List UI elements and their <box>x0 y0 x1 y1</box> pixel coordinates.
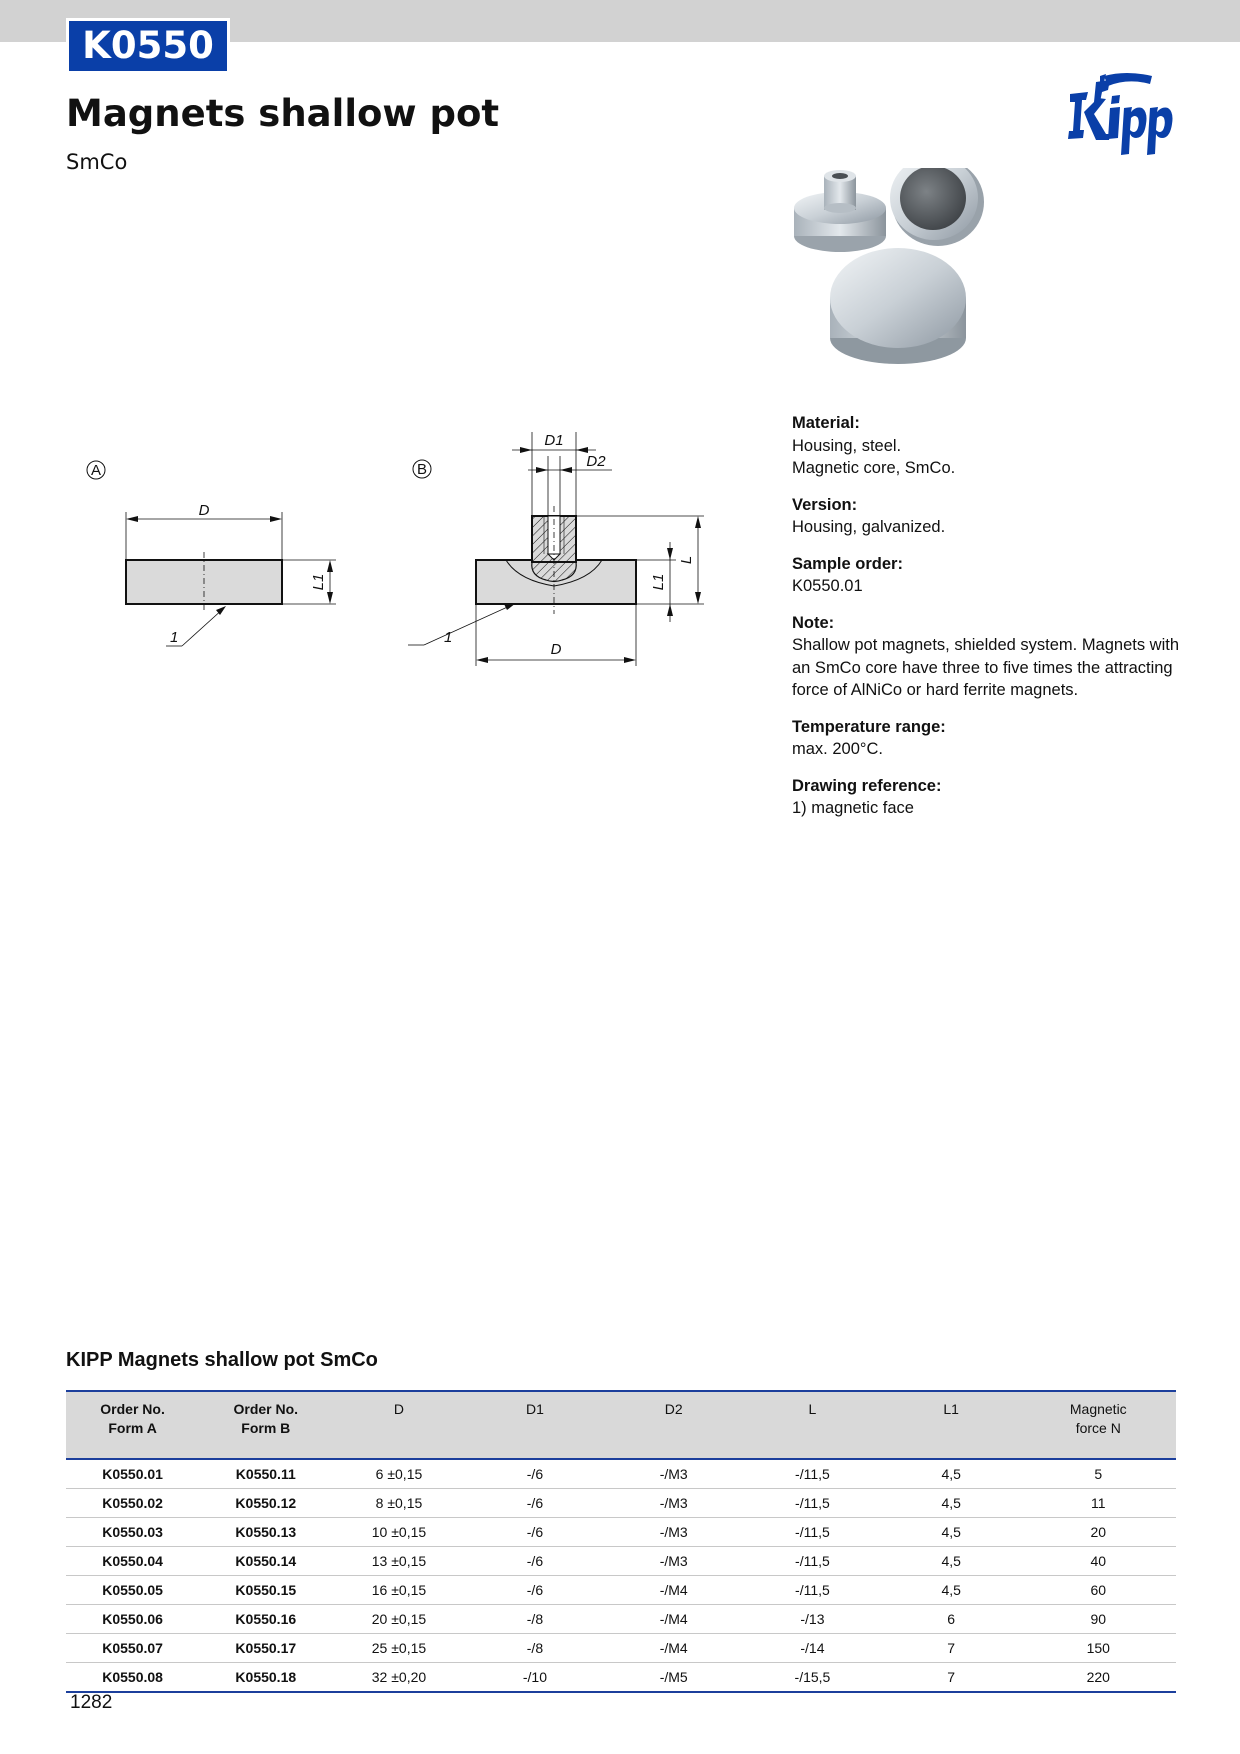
table-cell: -/6 <box>466 1459 605 1489</box>
table-cell: -/13 <box>743 1605 882 1634</box>
table-cell: K0550.17 <box>199 1634 332 1663</box>
table-cell: -/M4 <box>604 1576 743 1605</box>
table-cell: -/M3 <box>604 1459 743 1489</box>
table-cell: -/6 <box>466 1547 605 1576</box>
table-cell: 6 <box>882 1605 1021 1634</box>
table-cell: K0550.11 <box>199 1459 332 1489</box>
info-value: Shallow pot magnets, shielded system. Magnets with an SmCo core have three to five times the attracting force of AlNiCo or hard ferrite magnets. <box>792 636 1180 699</box>
info-sample-order <box>792 553 1192 598</box>
table-cell: K0550.12 <box>199 1489 332 1518</box>
table-cell: 40 <box>1021 1547 1176 1576</box>
kipp-logo <box>1066 72 1182 162</box>
table-row <box>66 1576 1176 1605</box>
table-cell: 150 <box>1021 1634 1176 1663</box>
table-cell: 4,5 <box>882 1489 1021 1518</box>
form-b-ref: 1 <box>444 629 453 646</box>
col-order-b: Order No. Form B <box>199 1391 332 1459</box>
table-cell: K0550.08 <box>66 1663 199 1693</box>
table-cell: 5 <box>1021 1459 1176 1489</box>
table-cell: -/15,5 <box>743 1663 882 1693</box>
form-a-dim-d: D <box>198 502 210 519</box>
info-note <box>792 612 1192 702</box>
table-cell: 7 <box>882 1663 1021 1693</box>
table-cell: -/6 <box>466 1576 605 1605</box>
table-cell: -/M5 <box>604 1663 743 1693</box>
table-cell: K0550.14 <box>199 1547 332 1576</box>
page-subtitle: SmCo <box>66 150 128 174</box>
table-row <box>66 1663 1176 1693</box>
table-cell: -/11,5 <box>743 1459 882 1489</box>
table-cell: -/M3 <box>604 1489 743 1518</box>
table-cell: K0550.16 <box>199 1605 332 1634</box>
table-cell: -/14 <box>743 1634 882 1663</box>
col-magnetic-force: Magnetic force N <box>1021 1391 1176 1459</box>
table-cell: 8 ±0,15 <box>332 1489 465 1518</box>
table-cell: -/M4 <box>604 1634 743 1663</box>
table-cell: 11 <box>1021 1489 1176 1518</box>
table-body <box>66 1459 1176 1692</box>
spec-table <box>66 1390 1176 1693</box>
form-b-dim-d2: D2 <box>586 453 606 470</box>
table-cell: K0550.15 <box>199 1576 332 1605</box>
table-cell: 60 <box>1021 1576 1176 1605</box>
form-b-dim-l1: L1 <box>650 573 667 591</box>
info-version <box>792 494 1192 539</box>
table-row <box>66 1518 1176 1547</box>
form-b-dim-d: D <box>550 641 562 658</box>
table-cell: -/8 <box>466 1634 605 1663</box>
table-cell: 4,5 <box>882 1547 1021 1576</box>
info-label: Temperature range: <box>792 717 946 736</box>
table-cell: K0550.02 <box>66 1489 199 1518</box>
table-cell: -/M3 <box>604 1547 743 1576</box>
table-row <box>66 1634 1176 1663</box>
info-value: 1) magnetic face <box>792 799 914 817</box>
table-cell: K0550.07 <box>66 1634 199 1663</box>
form-b-dim-l: L <box>678 555 695 565</box>
table-cell: -/11,5 <box>743 1547 882 1576</box>
table-cell: -/10 <box>466 1663 605 1693</box>
table-cell: 20 ±0,15 <box>332 1605 465 1634</box>
form-b-marker: B <box>416 461 428 478</box>
table-row <box>66 1547 1176 1576</box>
product-photo <box>788 168 1006 388</box>
info-value: K0550.01 <box>792 577 863 595</box>
col-d1: D1 <box>466 1391 605 1459</box>
product-code-badge: K0550 <box>66 18 230 74</box>
table-cell: K0550.03 <box>66 1518 199 1547</box>
table-cell: 4,5 <box>882 1576 1021 1605</box>
table-cell: -/M4 <box>604 1605 743 1634</box>
table-cell: 13 ±0,15 <box>332 1547 465 1576</box>
col-d: D <box>332 1391 465 1459</box>
info-label: Material: <box>792 414 860 432</box>
form-a-marker: A <box>90 462 102 479</box>
product-info <box>792 412 1192 834</box>
table-cell: -/6 <box>466 1518 605 1547</box>
page-number: 1282 <box>70 1692 113 1713</box>
table-cell: 7 <box>882 1634 1021 1663</box>
info-temperature <box>792 716 1192 761</box>
info-value: Housing, steel. Magnetic core, SmCo. <box>792 436 956 477</box>
table-cell: K0550.05 <box>66 1576 199 1605</box>
table-cell: K0550.18 <box>199 1663 332 1693</box>
table-cell: 25 ±0,15 <box>332 1634 465 1663</box>
table-cell: 90 <box>1021 1605 1176 1634</box>
info-value: Housing, galvanized. <box>792 518 946 536</box>
info-drawing-reference <box>792 775 1192 820</box>
table-cell: 10 ±0,15 <box>332 1518 465 1547</box>
col-l1: L1 <box>882 1391 1021 1459</box>
table-row <box>66 1605 1176 1634</box>
table-cell: K0550.04 <box>66 1547 199 1576</box>
info-label: Drawing reference: <box>792 776 942 795</box>
table-cell: 4,5 <box>882 1459 1021 1489</box>
table-cell: 6 ±0,15 <box>332 1459 465 1489</box>
col-order-a: Order No. Form A <box>66 1391 199 1459</box>
info-label: Version: <box>792 495 858 514</box>
table-cell: 16 ±0,15 <box>332 1576 465 1605</box>
info-material <box>792 412 1192 480</box>
table-row <box>66 1459 1176 1489</box>
table-cell: 20 <box>1021 1518 1176 1547</box>
table-cell: -/6 <box>466 1489 605 1518</box>
table-cell: 4,5 <box>882 1518 1021 1547</box>
table-cell: K0550.13 <box>199 1518 332 1547</box>
table-cell: 32 ±0,20 <box>332 1663 465 1693</box>
table-cell: K0550.06 <box>66 1605 199 1634</box>
table-cell: -/8 <box>466 1605 605 1634</box>
col-d2: D2 <box>604 1391 743 1459</box>
form-b-dim-d1: D1 <box>544 432 564 449</box>
table-cell: -/11,5 <box>743 1489 882 1518</box>
table-cell: -/11,5 <box>743 1518 882 1547</box>
table-row <box>66 1489 1176 1518</box>
drawing-form-b <box>402 420 722 680</box>
col-l: L <box>743 1391 882 1459</box>
table-title: KIPP Magnets shallow pot SmCo <box>66 1349 378 1371</box>
table-cell: -/M3 <box>604 1518 743 1547</box>
drawing-form-a <box>70 430 380 660</box>
info-label: Note: <box>792 613 835 632</box>
info-value: max. 200°C. <box>792 740 883 758</box>
table-cell: 220 <box>1021 1663 1176 1693</box>
table-cell: -/11,5 <box>743 1576 882 1605</box>
form-a-dim-l1: L1 <box>310 573 327 591</box>
table-cell: K0550.01 <box>66 1459 199 1489</box>
info-label: Sample order: <box>792 554 903 573</box>
page-title: Magnets shallow pot <box>66 92 500 135</box>
table-header-row <box>66 1391 1176 1459</box>
form-a-ref: 1 <box>170 629 179 646</box>
